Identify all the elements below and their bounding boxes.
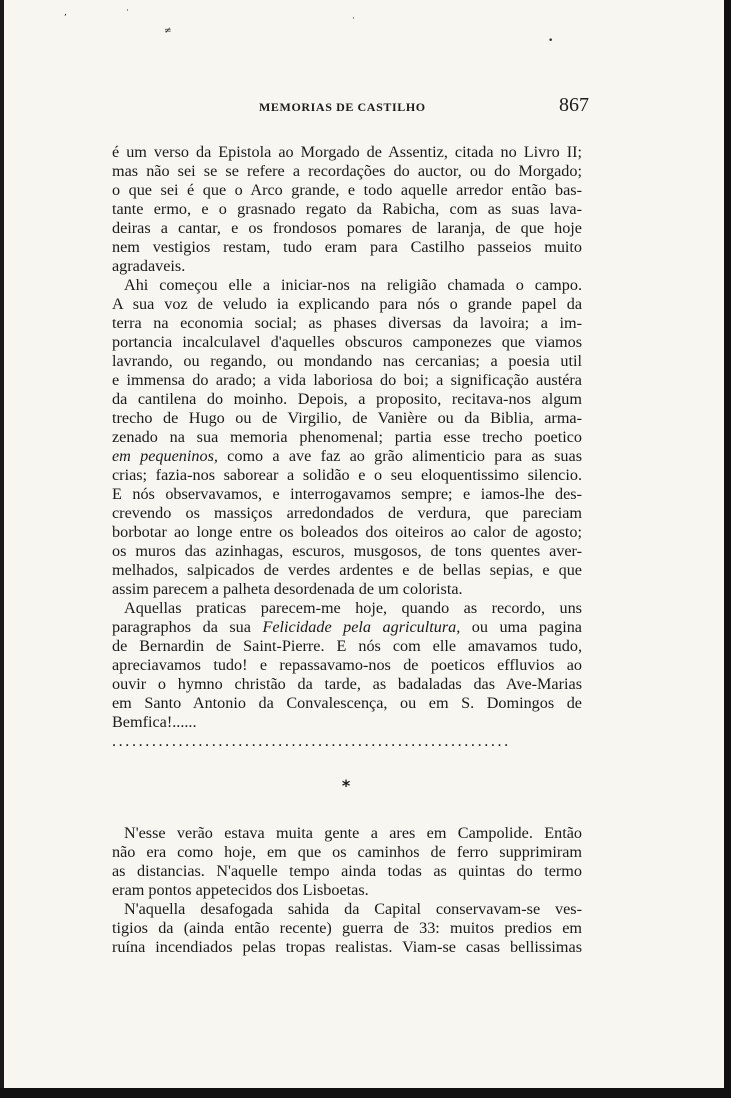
text-line (112, 504, 582, 523)
text-line (112, 276, 582, 295)
text-run: é um verso da Epistola ao Morgado de Assentiz, citada no Livro II; (112, 143, 582, 161)
text-run: da cantilena do moinho. Depois, a proposito, recitava-nos algum (112, 390, 582, 408)
text-line (112, 938, 582, 957)
text-line (112, 919, 582, 938)
text-run: Aquellas praticas parecem-me hoje, quando as recordo, uns (124, 599, 582, 617)
text-line (112, 447, 582, 466)
text-run: o que sei é que o Arco grande, e todo aquelle arredor então bas- (112, 181, 582, 199)
text-run: os muros das azinhagas, escuros, musgosos, de tons quentes aver- (112, 542, 582, 560)
text-run: crevendo os massiços arredondados de verdura, que pareciam (112, 504, 582, 522)
text-line (112, 843, 582, 862)
scan-speck: · (352, 14, 355, 24)
body-text-section-1 (112, 143, 582, 751)
text-run: zenado na sua memoria phenomenal; partia esse trecho poetico (112, 428, 582, 446)
text-line (112, 485, 582, 504)
text-line (112, 713, 582, 732)
text-run: ouvir o hymno christão da tarde, as badaladas das Ave-Marias (112, 675, 582, 693)
text-line (112, 219, 582, 238)
text-run: agradaveis. (112, 257, 186, 275)
text-run: N'aquella desafogada sahida da Capital conservavam-se ves- (124, 900, 582, 918)
italic-text: Felicidade pela agricultura, (262, 618, 461, 636)
book-page (4, 0, 724, 1088)
text-line (112, 428, 582, 447)
ellipsis-dot-leader: ............................................................ (112, 732, 511, 750)
text-line (112, 599, 582, 618)
text-run: E nós observavamos, e interrogavamos sempre; e iamos-lhe des- (112, 485, 582, 503)
text-run: mas não sei se se refere a recordações do auctor, ou do Morgado; (112, 162, 582, 180)
text-line (112, 333, 582, 352)
text-run: ruína incendiados pelas tropas realistas. Viam-se casas bellissimas (112, 938, 582, 956)
text-run: em Santo Antonio da Convalescença, ou em S. Domingos de (112, 694, 582, 712)
text-line (112, 390, 582, 409)
text-line (112, 561, 582, 580)
text-run: as distancias. N'aquelle tempo ainda todas as quintas do termo (112, 862, 582, 880)
text-line (112, 824, 582, 843)
text-line (112, 200, 582, 219)
body-text-section-2 (112, 824, 582, 957)
text-line (112, 143, 582, 162)
scan-edge-bottom (0, 1088, 731, 1098)
text-run: trecho de Hugo ou de Virgilio, de Vanière ou da Biblia, arma- (112, 409, 582, 427)
text-line (112, 881, 582, 900)
text-run: ou uma pagina (460, 618, 582, 636)
text-line (112, 523, 582, 542)
scan-speck: · (126, 6, 129, 16)
scan-speck: , (64, 8, 67, 18)
text-line (112, 656, 582, 675)
text-run: paragraphos da sua (112, 618, 263, 636)
running-title: MEMORIAS DE CASTILHO (259, 100, 426, 114)
text-run: terra na economia social; as phases diversas da lavoira; a im- (112, 314, 582, 332)
text-line (112, 257, 582, 276)
text-run: melhados, salpicados de verdes ardentes e de bellas sepias, e que (112, 561, 582, 579)
text-line (112, 295, 582, 314)
text-run: N'esse verão estava muita gente a ares em Campolide. Então (124, 824, 582, 842)
text-run: como a ave faz ao grão alimenticio para as suas (217, 447, 582, 465)
text-run: de Bernardin de Saint-Pierre. E nós com elle amavamos tudo, (112, 637, 582, 655)
text-run: borbotar ao longe entre os boleados dos oiteiros ao calor de agosto; (112, 523, 582, 541)
text-run: A sua voz de veludo ia explicando para nós o grande papel da (112, 295, 582, 313)
text-run: apreciavamos tudo! e repassavamo-nos de poeticos effluvios ao (112, 656, 582, 674)
text-line (112, 162, 582, 181)
text-run: e immensa do arado; a vida laboriosa do boi; a significação austéra (112, 371, 582, 389)
text-line (112, 466, 582, 485)
text-line (112, 694, 582, 713)
text-run: Ahi começou elle a iniciar-nos na religião chamada o campo. (124, 276, 582, 294)
text-run: tante ermo, e o grasnado regato da Rabicha, com as suas lava- (112, 200, 582, 218)
text-run: deiras a cantar, e os frondosos pomares de laranja, de que hoje (112, 219, 582, 237)
text-run: portancia incalculavel d'aquelles obscuros camponezes que viamos (112, 333, 582, 351)
text-line (112, 181, 582, 200)
scan-speck: ≠ (164, 26, 172, 36)
scan-edge-right (724, 0, 731, 1098)
scan-speck: • (548, 36, 554, 46)
text-line (112, 637, 582, 656)
text-run: tigios da (ainda então recente) guerra de 33: muitos predios em (112, 919, 582, 937)
text-line (112, 675, 582, 694)
text-run: crias; fazia-nos saborear a solidão e o seu eloquentissimo silencio. (112, 466, 582, 484)
text-run: assim parecem a palheta desordenada de um colorista. (112, 580, 463, 598)
text-run: eram pontos appetecidos dos Lisboetas. (112, 881, 369, 899)
text-line (112, 238, 582, 257)
text-line (112, 862, 582, 881)
running-head (259, 94, 589, 116)
section-separator-asterisk: * (341, 776, 351, 795)
text-run: nem vestigios restam, tudo eram para Castilho passeios muito (112, 238, 582, 256)
text-line (112, 314, 582, 333)
text-line (112, 618, 582, 637)
text-run: não era como hoje, em que os caminhos de ferro supprimiram (112, 843, 582, 861)
text-line (112, 542, 582, 561)
italic-text: em pequeninos, (112, 447, 218, 465)
text-line (112, 352, 582, 371)
text-line (112, 900, 582, 919)
text-run: Bemfica!...... (112, 713, 197, 731)
text-line (112, 409, 582, 428)
text-line (112, 580, 582, 599)
page-number: 867 (559, 94, 589, 116)
text-run: lavrando, ou regando, ou mondando nas cercanias; a poesia util (112, 352, 582, 370)
text-line (112, 371, 582, 390)
